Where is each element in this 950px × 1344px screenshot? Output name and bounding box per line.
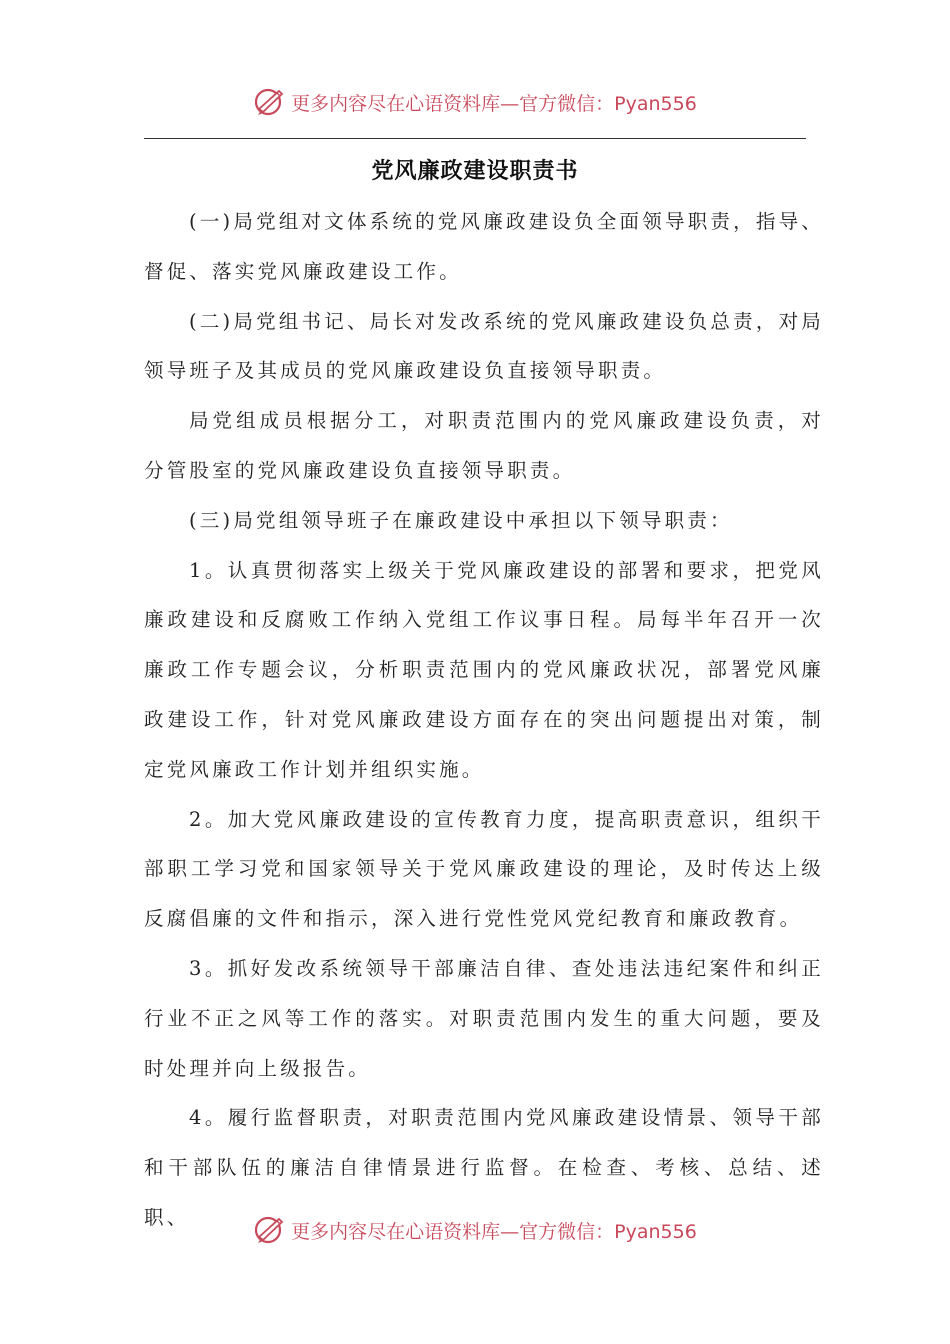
paragraph: 4。履行监督职责，对职责范围内党风廉政建设情景、领导干部和干部队伍的廉洁自律情景进行监督。在检查、考核、总结、述职、	[144, 1106, 824, 1229]
document-title: 党风廉政建设职责书	[371, 159, 579, 184]
paragraph: 局党组成员根据分工，对职责范围内的党风廉政建设负责，对分管股室的党风廉政建设负直接领导职责。	[144, 409, 824, 482]
header-divider	[144, 138, 806, 139]
pen-logo-icon	[253, 85, 287, 119]
footer-banner-cn: 更多内容尽在心语资料库—官方微信：	[291, 1220, 615, 1243]
paragraph: 1。认真贯彻落实上级关于党风廉政建设的部署和要求，把党风廉政建设和反腐败工作纳入党组工作议事日程。局每半年召开一次廉政工作专题会议，分析职责范围内的党风廉政状况，部署党风廉政建设工作，针对党风廉政建设方面存在的突出问题提出对策，制定党风廉政工作计划并组织实施。	[144, 558, 824, 781]
pen-logo-icon	[253, 1213, 287, 1247]
footer-banner	[0, 1210, 950, 1250]
footer-banner-wechat-id: Pyan556	[614, 1220, 697, 1243]
header-banner-cn: 更多内容尽在心语资料库—官方微信：	[291, 92, 615, 115]
paragraph: 3。抓好发改系统领导干部廉洁自律、查处违法违纪案件和纠正行业不正之风等工作的落实。对职责范围内发生的重大问题，要及时处理并向上级报告。	[144, 956, 824, 1080]
paragraph: 2。加大党风廉政建设的宣传教育力度，提高职责意识，组织干部职工学习党和国家领导关于党风廉政建设的理论，及时传达上级反腐倡廉的文件和指示，深入进行党性党风党纪教育和廉政教育。	[144, 807, 824, 931]
footer-banner-text	[291, 1217, 697, 1244]
paragraph: (二)局党组书记、局长对发改系统的党风廉政建设负总责，对局领导班子及其成员的党风廉政建设负直接领导职责。	[144, 309, 825, 383]
header-banner	[0, 82, 950, 122]
paragraph: (三)局党组领导班子在廉政建设中承担以下领导职责：	[189, 508, 733, 532]
header-banner-text	[291, 89, 697, 116]
header-banner-wechat-id: Pyan556	[614, 92, 697, 115]
paragraph: (一)局党组对文体系统的党风廉政建设负全面领导职责，指导、督促、落实党风廉政建设工作。	[144, 210, 825, 283]
document-body	[144, 197, 824, 1243]
